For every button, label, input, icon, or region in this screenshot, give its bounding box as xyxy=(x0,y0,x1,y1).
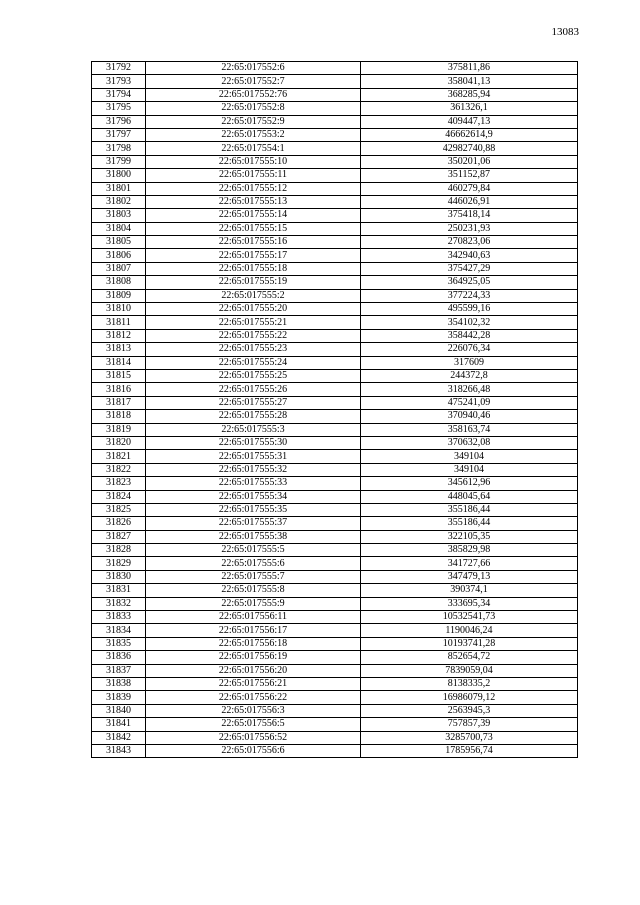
table-row xyxy=(92,584,578,597)
cadastral-number-cell: 22:65:017555:17 xyxy=(146,249,361,262)
cadastral-value-cell: 345612,96 xyxy=(361,477,578,490)
row-number-cell: 31832 xyxy=(92,597,146,610)
cadastral-value-cell: 375418,14 xyxy=(361,209,578,222)
cadastral-number-cell: 22:65:017555:32 xyxy=(146,463,361,476)
table-row xyxy=(92,369,578,382)
row-number-cell: 31837 xyxy=(92,664,146,677)
table-row xyxy=(92,249,578,262)
row-number-cell: 31803 xyxy=(92,209,146,222)
row-number-cell: 31797 xyxy=(92,128,146,141)
table-row xyxy=(92,303,578,316)
row-number-cell: 31827 xyxy=(92,530,146,543)
cadastral-number-cell: 22:65:017556:19 xyxy=(146,651,361,664)
cadastral-number-cell: 22:65:017556:11 xyxy=(146,611,361,624)
table-row xyxy=(92,490,578,503)
cadastral-value-cell: 446026,91 xyxy=(361,195,578,208)
table-row xyxy=(92,115,578,128)
row-number-cell: 31818 xyxy=(92,410,146,423)
table-row xyxy=(92,450,578,463)
cadastral-number-cell: 22:65:017555:25 xyxy=(146,369,361,382)
cadastral-value-cell: 342940,63 xyxy=(361,249,578,262)
table-row xyxy=(92,222,578,235)
table-row xyxy=(92,169,578,182)
table-row xyxy=(92,396,578,409)
row-number-cell: 31806 xyxy=(92,249,146,262)
cadastral-number-cell: 22:65:017555:15 xyxy=(146,222,361,235)
table-row xyxy=(92,289,578,302)
cadastral-number-cell: 22:65:017555:30 xyxy=(146,436,361,449)
cadastral-number-cell: 22:65:017555:12 xyxy=(146,182,361,195)
table-row xyxy=(92,142,578,155)
cadastral-value-cell: 7839059,04 xyxy=(361,664,578,677)
cadastral-value-cell: 358442,28 xyxy=(361,329,578,342)
table-row xyxy=(92,744,578,757)
cadastral-number-cell: 22:65:017555:38 xyxy=(146,530,361,543)
cadastral-number-cell: 22:65:017553:2 xyxy=(146,128,361,141)
row-number-cell: 31798 xyxy=(92,142,146,155)
row-number-cell: 31813 xyxy=(92,343,146,356)
cadastral-value-cell: 270823,06 xyxy=(361,236,578,249)
row-number-cell: 31807 xyxy=(92,262,146,275)
table-row xyxy=(92,530,578,543)
row-number-cell: 31843 xyxy=(92,744,146,757)
cadastral-number-cell: 22:65:017556:6 xyxy=(146,744,361,757)
table-row xyxy=(92,544,578,557)
cadastral-value-cell: 385829,98 xyxy=(361,544,578,557)
row-number-cell: 31822 xyxy=(92,463,146,476)
table-row xyxy=(92,651,578,664)
table-row xyxy=(92,276,578,289)
table-row xyxy=(92,343,578,356)
cadastral-number-cell: 22:65:017552:9 xyxy=(146,115,361,128)
cadastral-value-cell: 370632,08 xyxy=(361,436,578,449)
cadastral-number-cell: 22:65:017556:18 xyxy=(146,637,361,650)
cadastral-number-cell: 22:65:017555:33 xyxy=(146,477,361,490)
cadastral-value-cell: 351152,87 xyxy=(361,169,578,182)
cadastral-number-cell: 22:65:017555:27 xyxy=(146,396,361,409)
table-row xyxy=(92,209,578,222)
cadastral-value-cell: 226076,34 xyxy=(361,343,578,356)
row-number-cell: 31834 xyxy=(92,624,146,637)
cadastral-value-cell: 333695,34 xyxy=(361,597,578,610)
row-number-cell: 31795 xyxy=(92,102,146,115)
table-row xyxy=(92,88,578,101)
cadastral-number-cell: 22:65:017555:28 xyxy=(146,410,361,423)
cadastral-value-cell: 250231,93 xyxy=(361,222,578,235)
table-row xyxy=(92,62,578,75)
cadastral-number-cell: 22:65:017556:21 xyxy=(146,677,361,690)
cadastral-number-cell: 22:65:017552:76 xyxy=(146,88,361,101)
row-number-cell: 31830 xyxy=(92,570,146,583)
table-row xyxy=(92,128,578,141)
table-row xyxy=(92,436,578,449)
cadastral-number-cell: 22:65:017552:7 xyxy=(146,75,361,88)
table-row xyxy=(92,329,578,342)
cadastral-value-cell: 317609 xyxy=(361,356,578,369)
cadastral-number-cell: 22:65:017555:31 xyxy=(146,450,361,463)
cadastral-value-cell: 852654,72 xyxy=(361,651,578,664)
row-number-cell: 31801 xyxy=(92,182,146,195)
row-number-cell: 31831 xyxy=(92,584,146,597)
table-row xyxy=(92,383,578,396)
table-row xyxy=(92,236,578,249)
cadastral-number-cell: 22:65:017555:37 xyxy=(146,517,361,530)
table-row xyxy=(92,423,578,436)
cadastral-number-cell: 22:65:017555:16 xyxy=(146,236,361,249)
cadastral-number-cell: 22:65:017552:8 xyxy=(146,102,361,115)
cadastral-value-cell: 349104 xyxy=(361,450,578,463)
row-number-cell: 31812 xyxy=(92,329,146,342)
table-row xyxy=(92,316,578,329)
table-row xyxy=(92,611,578,624)
row-number-cell: 31796 xyxy=(92,115,146,128)
row-number-cell: 31836 xyxy=(92,651,146,664)
cadastral-number-cell: 22:65:017555:9 xyxy=(146,597,361,610)
cadastral-value-cell: 358163,74 xyxy=(361,423,578,436)
table-row xyxy=(92,503,578,516)
cadastral-value-cell: 355186,44 xyxy=(361,517,578,530)
cadastral-value-cell: 355186,44 xyxy=(361,503,578,516)
row-number-cell: 31829 xyxy=(92,557,146,570)
cadastral-value-cell: 42982740,88 xyxy=(361,142,578,155)
cadastral-number-cell: 22:65:017555:13 xyxy=(146,195,361,208)
row-number-cell: 31799 xyxy=(92,155,146,168)
row-number-cell: 31814 xyxy=(92,356,146,369)
row-number-cell: 31809 xyxy=(92,289,146,302)
table-row xyxy=(92,463,578,476)
cadastral-value-cell: 347479,13 xyxy=(361,570,578,583)
cadastral-value-cell: 364925,05 xyxy=(361,276,578,289)
row-number-cell: 31823 xyxy=(92,477,146,490)
row-number-cell: 31819 xyxy=(92,423,146,436)
row-number-cell: 31802 xyxy=(92,195,146,208)
cadastral-value-cell: 475241,09 xyxy=(361,396,578,409)
row-number-cell: 31817 xyxy=(92,396,146,409)
cadastral-number-cell: 22:65:017555:19 xyxy=(146,276,361,289)
table-row xyxy=(92,557,578,570)
cadastral-number-cell: 22:65:017555:34 xyxy=(146,490,361,503)
row-number-cell: 31800 xyxy=(92,169,146,182)
cadastral-number-cell: 22:65:017555:20 xyxy=(146,303,361,316)
cadastral-number-cell: 22:65:017554:1 xyxy=(146,142,361,155)
cadastral-value-cell: 390374,1 xyxy=(361,584,578,597)
row-number-cell: 31824 xyxy=(92,490,146,503)
cadastral-number-cell: 22:65:017555:23 xyxy=(146,343,361,356)
row-number-cell: 31825 xyxy=(92,503,146,516)
row-number-cell: 31838 xyxy=(92,677,146,690)
cadastral-number-cell: 22:65:017555:8 xyxy=(146,584,361,597)
row-number-cell: 31841 xyxy=(92,718,146,731)
cadastral-number-cell: 22:65:017555:26 xyxy=(146,383,361,396)
cadastral-number-cell: 22:65:017556:5 xyxy=(146,718,361,731)
row-number-cell: 31839 xyxy=(92,691,146,704)
row-number-cell: 31828 xyxy=(92,544,146,557)
cadastral-number-cell: 22:65:017556:20 xyxy=(146,664,361,677)
table-row xyxy=(92,182,578,195)
table-row xyxy=(92,570,578,583)
row-number-cell: 31804 xyxy=(92,222,146,235)
table-row xyxy=(92,637,578,650)
cadastral-value-cell: 3285700,73 xyxy=(361,731,578,744)
cadastral-value-cell: 341727,66 xyxy=(361,557,578,570)
cadastral-value-cell: 318266,48 xyxy=(361,383,578,396)
row-number-cell: 31840 xyxy=(92,704,146,717)
table-row xyxy=(92,517,578,530)
cadastral-value-cell: 8138335,2 xyxy=(361,677,578,690)
cadastral-value-cell: 370940,46 xyxy=(361,410,578,423)
row-number-cell: 31810 xyxy=(92,303,146,316)
table-row xyxy=(92,102,578,115)
cadastral-number-cell: 22:65:017556:22 xyxy=(146,691,361,704)
cadastral-number-cell: 22:65:017556:17 xyxy=(146,624,361,637)
cadastral-value-cell: 495599,16 xyxy=(361,303,578,316)
cadastral-value-cell: 322105,35 xyxy=(361,530,578,543)
cadastral-value-cell: 1785956,74 xyxy=(361,744,578,757)
cadastral-number-cell: 22:65:017555:18 xyxy=(146,262,361,275)
cadastral-value-cell: 368285,94 xyxy=(361,88,578,101)
table-row xyxy=(92,704,578,717)
row-number-cell: 31835 xyxy=(92,637,146,650)
table-body xyxy=(92,62,578,758)
table-row xyxy=(92,731,578,744)
table-row xyxy=(92,677,578,690)
cadastral-value-cell: 46662614,9 xyxy=(361,128,578,141)
cadastral-value-cell: 16986079,12 xyxy=(361,691,578,704)
row-number-cell: 31811 xyxy=(92,316,146,329)
cadastral-number-cell: 22:65:017556:52 xyxy=(146,731,361,744)
cadastral-value-cell: 1190046,24 xyxy=(361,624,578,637)
row-number-cell: 31792 xyxy=(92,62,146,75)
table-row xyxy=(92,664,578,677)
cadastral-value-cell: 409447,13 xyxy=(361,115,578,128)
cadastral-number-cell: 22:65:017555:6 xyxy=(146,557,361,570)
cadastral-number-cell: 22:65:017556:3 xyxy=(146,704,361,717)
cadastral-value-cell: 10193741,28 xyxy=(361,637,578,650)
table-row xyxy=(92,597,578,610)
cadastral-number-cell: 22:65:017555:24 xyxy=(146,356,361,369)
cadastral-value-cell: 757857,39 xyxy=(361,718,578,731)
table-row xyxy=(92,624,578,637)
cadastral-value-cell: 358041,13 xyxy=(361,75,578,88)
cadastral-number-cell: 22:65:017555:2 xyxy=(146,289,361,302)
cadastral-number-cell: 22:65:017555:7 xyxy=(146,570,361,583)
row-number-cell: 31805 xyxy=(92,236,146,249)
cadastral-value-cell: 448045,64 xyxy=(361,490,578,503)
cadastral-value-table xyxy=(91,61,578,758)
table-row xyxy=(92,477,578,490)
page-number: 13083 xyxy=(551,26,579,38)
cadastral-value-cell: 460279,84 xyxy=(361,182,578,195)
table-row xyxy=(92,195,578,208)
row-number-cell: 31820 xyxy=(92,436,146,449)
row-number-cell: 31815 xyxy=(92,369,146,382)
cadastral-value-cell: 354102,32 xyxy=(361,316,578,329)
table-row xyxy=(92,410,578,423)
table-row xyxy=(92,155,578,168)
cadastral-value-cell: 350201,06 xyxy=(361,155,578,168)
cadastral-number-cell: 22:65:017555:11 xyxy=(146,169,361,182)
cadastral-number-cell: 22:65:017555:5 xyxy=(146,544,361,557)
table-row xyxy=(92,75,578,88)
cadastral-value-cell: 349104 xyxy=(361,463,578,476)
cadastral-value-cell: 361326,1 xyxy=(361,102,578,115)
row-number-cell: 31826 xyxy=(92,517,146,530)
cadastral-value-cell: 377224,33 xyxy=(361,289,578,302)
row-number-cell: 31816 xyxy=(92,383,146,396)
cadastral-number-cell: 22:65:017555:35 xyxy=(146,503,361,516)
cadastral-value-cell: 10532541,73 xyxy=(361,611,578,624)
cadastral-number-cell: 22:65:017552:6 xyxy=(146,62,361,75)
row-number-cell: 31833 xyxy=(92,611,146,624)
row-number-cell: 31794 xyxy=(92,88,146,101)
table-row xyxy=(92,262,578,275)
table-row xyxy=(92,718,578,731)
row-number-cell: 31821 xyxy=(92,450,146,463)
table-row xyxy=(92,356,578,369)
cadastral-number-cell: 22:65:017555:21 xyxy=(146,316,361,329)
cadastral-value-cell: 375811,86 xyxy=(361,62,578,75)
row-number-cell: 31842 xyxy=(92,731,146,744)
cadastral-value-cell: 375427,29 xyxy=(361,262,578,275)
cadastral-value-cell: 244372,8 xyxy=(361,369,578,382)
cadastral-number-cell: 22:65:017555:14 xyxy=(146,209,361,222)
cadastral-number-cell: 22:65:017555:10 xyxy=(146,155,361,168)
table-row xyxy=(92,691,578,704)
row-number-cell: 31793 xyxy=(92,75,146,88)
cadastral-number-cell: 22:65:017555:3 xyxy=(146,423,361,436)
cadastral-value-cell: 2563945,3 xyxy=(361,704,578,717)
cadastral-number-cell: 22:65:017555:22 xyxy=(146,329,361,342)
row-number-cell: 31808 xyxy=(92,276,146,289)
